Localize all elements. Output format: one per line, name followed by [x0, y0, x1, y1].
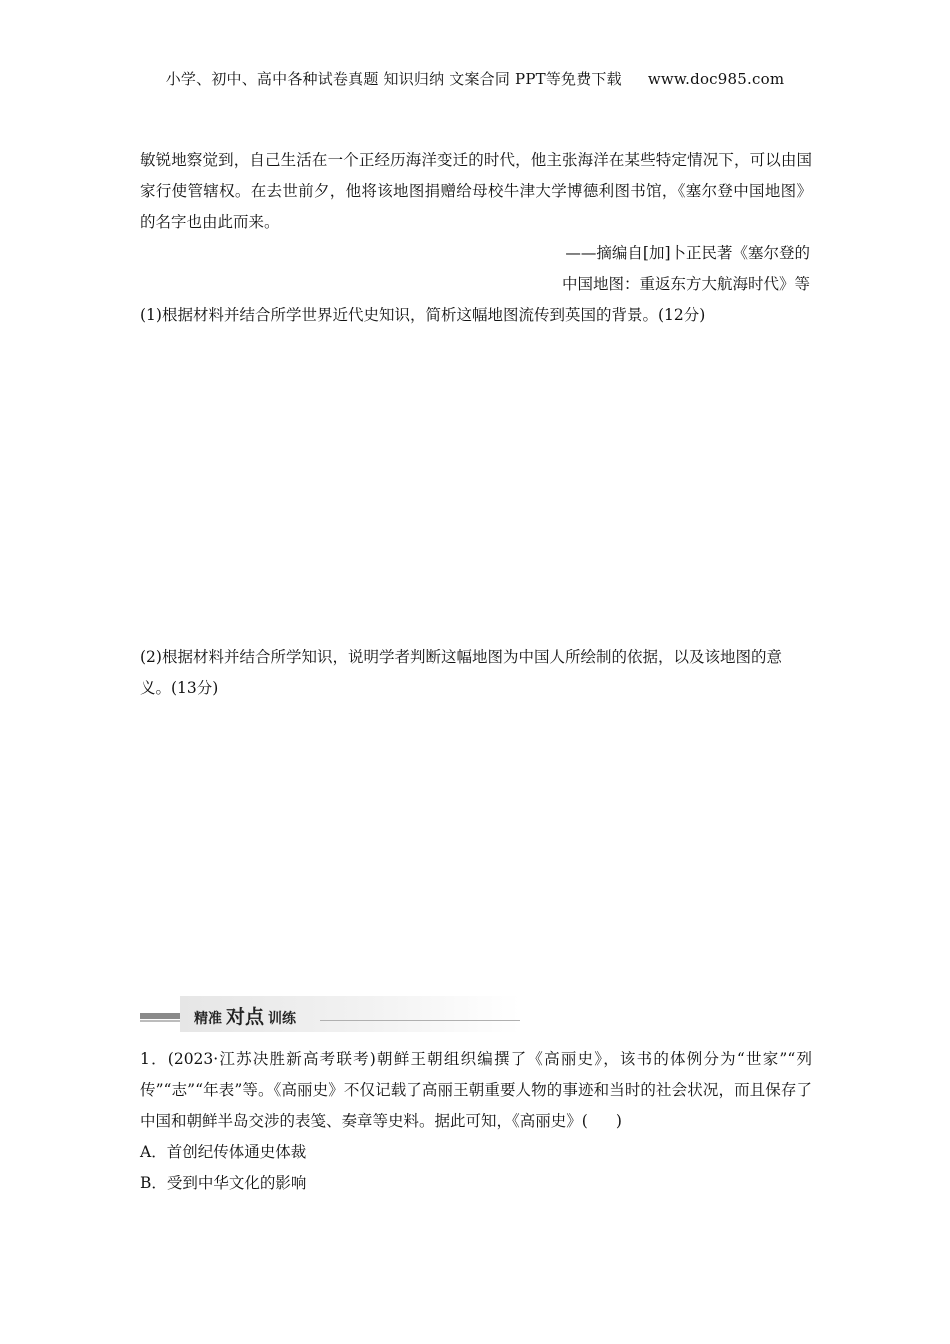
header-site: www.doc985.com	[647, 70, 785, 88]
exercise-1-stem-end: )	[615, 1112, 622, 1130]
banner-bar-shadow	[140, 1020, 180, 1022]
page-header	[0, 68, 950, 89]
question-2: (2)根据材料并结合所学知识，说明学者判断这幅地图为中国人所绘制的依据，以及该地图的意义。(13分)	[140, 648, 782, 697]
material-source-line2: 中国地图：重返东方大航海时代》等	[561, 275, 810, 293]
material-source-line1: ——摘编自[加]卜正民著《塞尔登的	[565, 244, 810, 262]
material-paragraph: 敏锐地察觉到，自己生活在一个正经历海洋变迁的时代，他主张海洋在某些特定情况下，可以由国家行使管辖权。在去世前夕，他将该地图捐赠给母校牛津大学博德利图书馆，《塞尔登中国地图》的名字也由此而来。	[140, 151, 812, 231]
banner-label-a: 精准	[194, 1011, 222, 1027]
banner-label-b: 对点	[226, 1006, 265, 1028]
question-1: (1)根据材料并结合所学世界近代史知识，简析这幅地图流传到英国的背景。(12分)	[140, 306, 706, 324]
exercise-1-stem-text: 1．(2023·江苏决胜新高考联考)朝鲜王朝组织编撰了《高丽史》，该书的体例分为“世家”“列传”“志”“年表”等。《高丽史》不仅记载了高丽王朝重要人物的事迹和当时的社会状况，而且保存了中国和朝鲜半岛交涉的表笺、奏章等史料。据此可知，《高丽史》(	[140, 1050, 812, 1130]
exercise-1-stem	[140, 1044, 812, 1137]
banner-bar	[140, 1013, 180, 1019]
banner-title	[194, 1002, 296, 1029]
banner-label-c: 训练	[268, 1011, 297, 1027]
option-b: B．受到中华文化的影响	[140, 1174, 307, 1192]
section-banner	[140, 996, 520, 1032]
header-text: 小学、初中、高中各种试卷真题 知识归纳 文案合同 PPT等免费下载	[165, 70, 622, 88]
banner-rule	[320, 1020, 520, 1021]
option-a: A．首创纪传体通史体裁	[140, 1143, 307, 1161]
